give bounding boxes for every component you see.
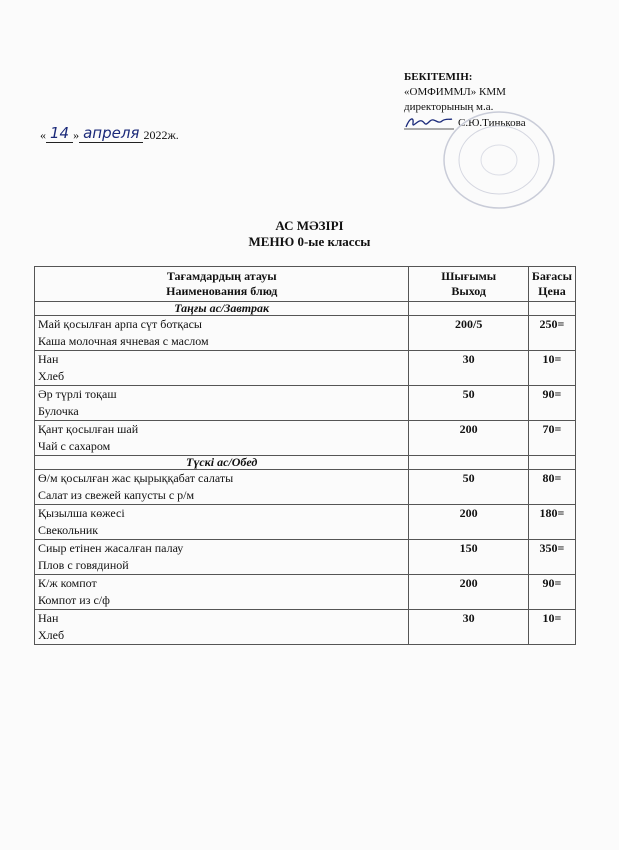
dish-name-kz: Әр түрлі тоқаш <box>38 387 117 401</box>
dish-name-kz: К/ж компот <box>38 576 97 590</box>
dish-name-ru: Компот из с/ф <box>38 593 110 607</box>
menu-table <box>34 266 576 645</box>
dish-yield: 30 <box>409 610 528 645</box>
date-day: 14 <box>50 124 70 142</box>
date-year: 2022ж. <box>143 128 179 142</box>
section-label: Түскі ас/Обед <box>35 456 409 470</box>
dish-price: 90= <box>528 575 575 610</box>
dish-name-kz: Нан <box>38 352 59 366</box>
dish-name-ru: Хлеб <box>38 369 65 383</box>
dish-name-ru: Чай с сахаром <box>38 439 111 453</box>
dish-name-ru: Плов с говядиной <box>38 558 129 572</box>
dish-price: 90= <box>528 386 575 421</box>
dish-name-kz: Сиыр етінен жасалған палау <box>38 541 184 555</box>
header-name: Тағамдардың атауы Наименования блюд <box>35 267 409 302</box>
date-close-quote: » <box>73 128 80 142</box>
dish-name-ru: Булочка <box>38 404 79 418</box>
dish-name-ru: Свекольник <box>38 523 99 537</box>
date-month: апреля <box>83 124 140 142</box>
dish-yield: 200/5 <box>409 316 528 351</box>
table-row <box>35 540 576 575</box>
header-price: Бағасы Цена <box>528 267 575 302</box>
dish-yield: 200 <box>409 505 528 540</box>
dish-yield: 200 <box>409 575 528 610</box>
date-open-quote: « <box>40 128 46 142</box>
dish-price: 350= <box>528 540 575 575</box>
approval-organization: «ОМФИММЛ» КММ <box>404 86 506 98</box>
table-row <box>35 470 576 505</box>
menu-title-kz: АС МӘЗІРІ <box>275 218 344 233</box>
director-name: С.Ю.Тинькова <box>458 116 526 129</box>
table-row <box>35 351 576 386</box>
dish-price: 250= <box>528 316 575 351</box>
dish-name-kz: Май қосылған арпа сүт ботқасы <box>38 317 202 331</box>
header-yield: Шығымы Выход <box>409 267 528 302</box>
section-label: Таңғы ас/Завтрак <box>35 302 409 316</box>
dish-name-ru: Каша молочная ячневая с маслом <box>38 334 209 348</box>
section-lunch <box>35 456 576 470</box>
approval-heading: БЕКІТЕМІН: <box>404 71 473 83</box>
dish-price: 10= <box>528 610 575 645</box>
dish-name-kz: Қызылша көжесі <box>38 506 125 520</box>
dish-name-kz: Нан <box>38 611 59 625</box>
dish-name-kz: Ө/м қосылған жас қырыққабат салаты <box>38 471 234 485</box>
dish-price: 10= <box>528 351 575 386</box>
stamp-icon <box>440 108 558 212</box>
dish-yield: 30 <box>409 351 528 386</box>
section-breakfast <box>35 302 576 316</box>
document-date <box>40 124 179 143</box>
table-header-row <box>35 267 576 302</box>
dish-name-kz: Қант қосылған шай <box>38 422 139 436</box>
dish-yield: 50 <box>409 470 528 505</box>
table-row <box>35 575 576 610</box>
dish-name-ru: Салат из свежей капусты с р/м <box>38 488 195 502</box>
table-row <box>35 505 576 540</box>
approval-position: директорының м.а. <box>404 101 494 113</box>
dish-price: 80= <box>528 470 575 505</box>
table-row <box>35 316 576 351</box>
menu-title-ru: МЕНЮ 0-ые классы <box>248 234 371 249</box>
dish-yield: 150 <box>409 540 528 575</box>
dish-name-ru: Хлеб <box>38 628 65 642</box>
table-row <box>35 421 576 456</box>
dish-price: 180= <box>528 505 575 540</box>
dish-yield: 200 <box>409 421 528 456</box>
table-row <box>35 386 576 421</box>
table-row <box>35 610 576 645</box>
dish-yield: 50 <box>409 386 528 421</box>
dish-price: 70= <box>528 421 575 456</box>
